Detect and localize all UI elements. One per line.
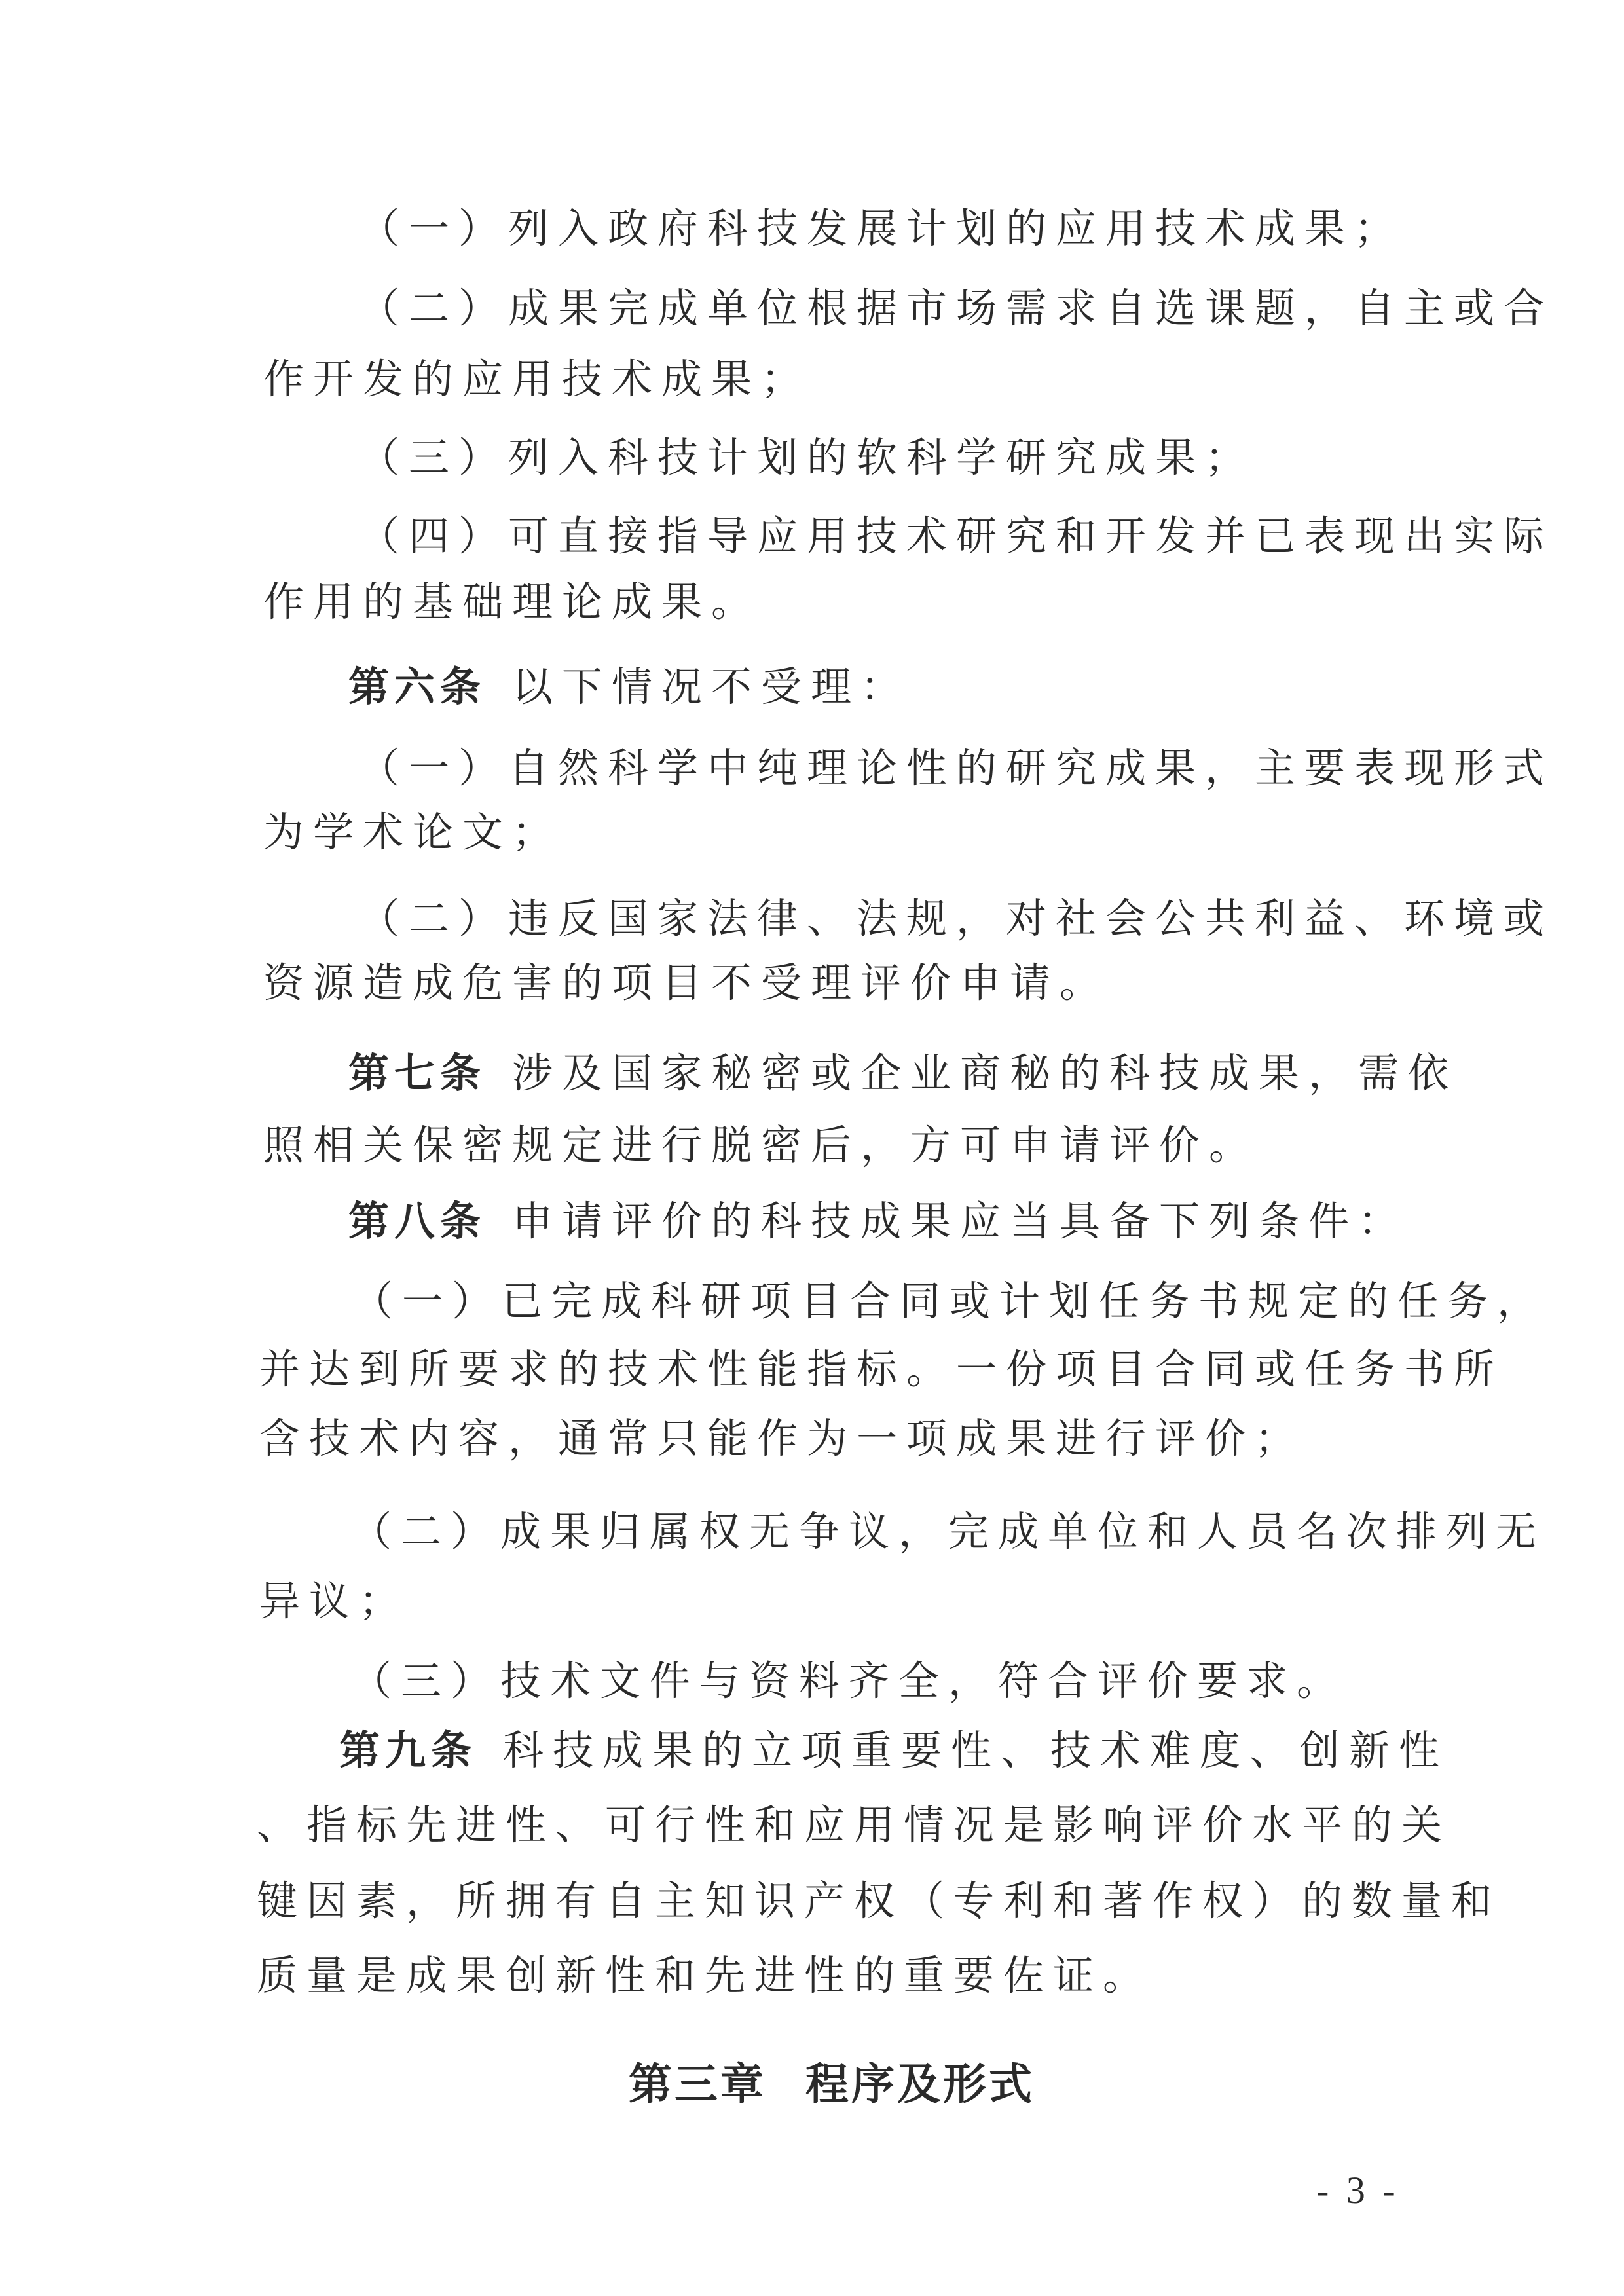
article-9 bbox=[339, 1726, 1449, 1774]
art8-item-2: （二）成果归属权无争议，完成单位和人员名次排列无 bbox=[351, 1508, 1546, 1555]
art8-item-3: （三）技术文件与资料齐全，符合评价要求。 bbox=[351, 1657, 1347, 1705]
art8-item-1: （一）已完成科研项目合同或计划任务书规定的任务， bbox=[352, 1277, 1547, 1325]
page-number: - 3 - bbox=[1316, 2169, 1399, 2212]
article-6-label: 第六条 bbox=[348, 663, 487, 711]
article-7-label: 第七条 bbox=[348, 1049, 487, 1097]
art6-item-1: （一）自然科学中纯理论性的研究成果，主要表现形式 bbox=[359, 744, 1554, 792]
article-9-line-2: 、指标先进性、可行性和应用情况是影响评价水平的关 bbox=[257, 1801, 1452, 1849]
article-9-label: 第九条 bbox=[339, 1726, 477, 1774]
art6-item-2-continuation: 资源造成危害的项目不受理评价申请。 bbox=[263, 959, 1110, 1007]
item-4-basic-theory: （四）可直接指导应用技术研究和开发并已表现出实际 bbox=[359, 512, 1554, 560]
article-9-text: 科技成果的立项重要性、技术难度、创新性 bbox=[503, 1726, 1449, 1774]
item-2-continuation: 作开发的应用技术成果； bbox=[263, 355, 811, 403]
article-8-label: 第八条 bbox=[348, 1197, 487, 1245]
article-9-line-4: 质量是成果创新性和先进性的重要佐证。 bbox=[257, 1952, 1153, 1999]
item-1-gov-plan: （一）列入政府科技发展计划的应用技术成果； bbox=[359, 204, 1405, 252]
chapter-number: 第三章 bbox=[629, 2059, 766, 2109]
item-3-soft-science: （三）列入科技计划的软科学研究成果； bbox=[359, 434, 1255, 481]
article-8-text: 申请评价的科技成果应当具备下列条件： bbox=[512, 1197, 1409, 1245]
article-7 bbox=[348, 1049, 1458, 1097]
chapter-heading bbox=[629, 2059, 1035, 2109]
chapter-title: 程序及形式 bbox=[805, 2059, 1035, 2109]
article-7-continuation: 照相关保密规定进行脱密后，方可申请评价。 bbox=[263, 1121, 1259, 1169]
article-8 bbox=[348, 1197, 1409, 1245]
item-4-continuation: 作用的基础理论成果。 bbox=[263, 578, 762, 625]
art6-item-1-continuation: 为学术论文； bbox=[263, 808, 563, 856]
article-7-text: 涉及国家秘密或企业商秘的科技成果，需依 bbox=[512, 1049, 1458, 1097]
art8-item-2-continuation: 异议； bbox=[259, 1577, 409, 1625]
art6-item-2: （二）违反国家法律、法规，对社会公共利益、环境或 bbox=[359, 895, 1554, 942]
art8-item-1-line-2: 并达到所要求的技术性能指标。一份项目合同或任务书所 bbox=[259, 1345, 1504, 1393]
article-6 bbox=[348, 663, 911, 711]
article-6-text: 以下情况不受理： bbox=[512, 663, 911, 711]
art8-item-1-line-3: 含技术内容，通常只能作为一项成果进行评价； bbox=[259, 1415, 1305, 1462]
article-9-line-3: 键因素，所拥有自主知识产权（专利和著作权）的数量和 bbox=[257, 1877, 1502, 1925]
item-2-market-demand: （二）成果完成单位根据市场需求自选课题，自主或合 bbox=[359, 284, 1554, 332]
